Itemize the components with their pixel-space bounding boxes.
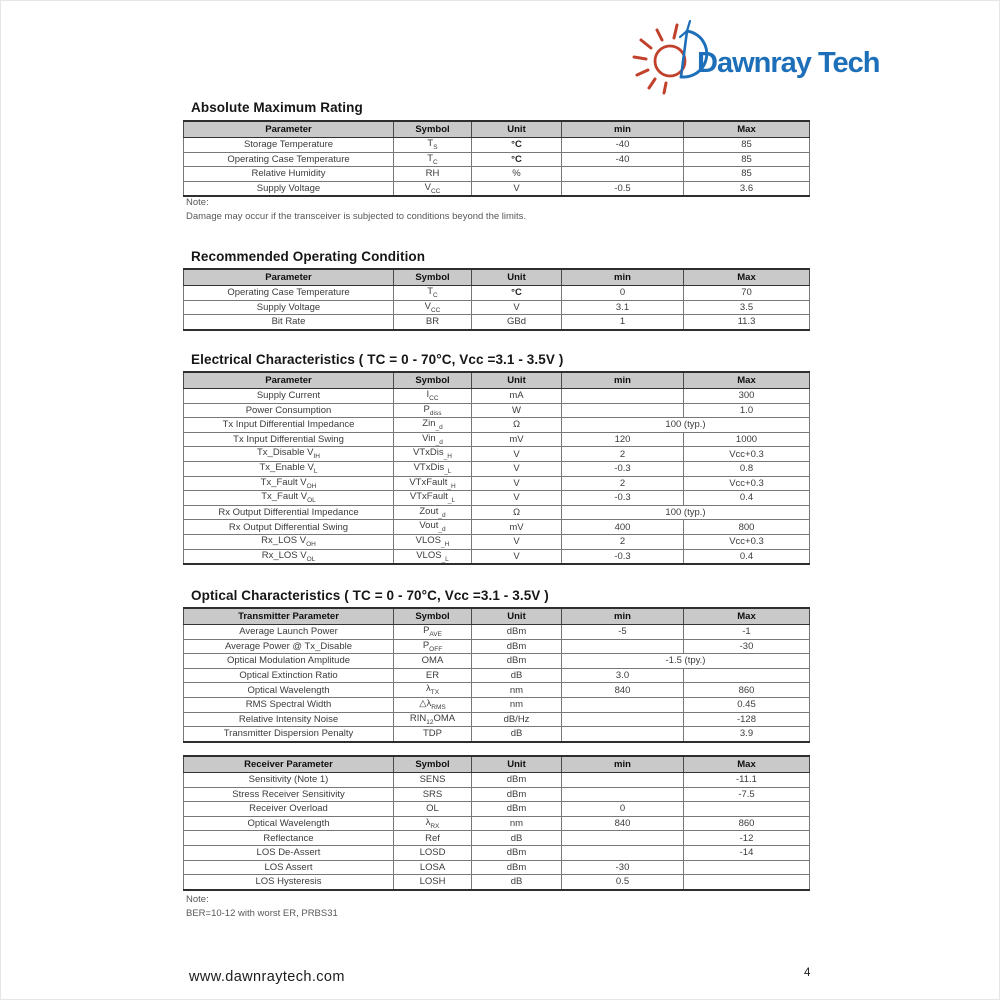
column-header: min bbox=[562, 756, 684, 773]
max-cell: 0.4 bbox=[684, 491, 810, 506]
unit-cell: dB/Hz bbox=[472, 712, 562, 727]
max-cell: -12 bbox=[684, 831, 810, 846]
min-cell: -0.3 bbox=[562, 461, 684, 476]
symbol-cell: LOSA bbox=[394, 860, 472, 875]
table-row bbox=[184, 845, 810, 860]
parameter-cell: Tx_Fault $V_{OL}$ bbox=[184, 491, 394, 506]
table-row bbox=[184, 286, 810, 301]
parameter-cell: Reflectance bbox=[184, 831, 394, 846]
unit-cell: dBm bbox=[472, 845, 562, 860]
max-cell: 3.5 bbox=[684, 300, 810, 315]
unit-cell: °C bbox=[472, 152, 562, 167]
table-row bbox=[184, 167, 810, 182]
symbol-cell: RH bbox=[394, 167, 472, 182]
column-header: Parameter bbox=[184, 121, 394, 138]
table-row bbox=[184, 816, 810, 831]
min-cell: 840 bbox=[562, 683, 684, 698]
min-cell bbox=[562, 831, 684, 846]
min-cell: 2 bbox=[562, 476, 684, 491]
symbol-cell: $\lambda_{TX}$ bbox=[394, 683, 472, 698]
merged-min-max-cell: 100 (typ.) bbox=[562, 505, 810, 520]
max-cell: Vcc+0.3 bbox=[684, 534, 810, 549]
table-row bbox=[184, 476, 810, 491]
column-header: min bbox=[562, 269, 684, 286]
max-cell bbox=[684, 802, 810, 817]
table-row bbox=[184, 668, 810, 683]
note-label: Note: bbox=[186, 894, 209, 905]
unit-cell: Ω bbox=[472, 418, 562, 433]
column-header: Unit bbox=[472, 269, 562, 286]
max-cell: 85 bbox=[684, 152, 810, 167]
parameter-cell: Relative Humidity bbox=[184, 167, 394, 182]
symbol-cell: $V_{CC}$ bbox=[394, 181, 472, 196]
table-row bbox=[184, 860, 810, 875]
min-cell bbox=[562, 787, 684, 802]
max-cell: -1 bbox=[684, 625, 810, 640]
column-header: Parameter bbox=[184, 372, 394, 389]
column-header: Max bbox=[684, 269, 810, 286]
max-cell bbox=[684, 860, 810, 875]
symbol-cell: SRS bbox=[394, 787, 472, 802]
unit-cell: dB bbox=[472, 668, 562, 683]
note-text: Damage may occur if the transceiver is subjected to conditions beyond the limits. bbox=[186, 211, 527, 222]
symbol-cell: Zout$_{\_d}$ bbox=[394, 505, 472, 520]
parameter-cell: Average Launch Power bbox=[184, 625, 394, 640]
table-row bbox=[184, 389, 810, 404]
max-cell: 85 bbox=[684, 167, 810, 182]
column-header: Symbol bbox=[394, 608, 472, 625]
parameter-cell: Power Consumption bbox=[184, 403, 394, 418]
symbol-cell: Vin$_{\_d}$ bbox=[394, 432, 472, 447]
merged-min-max-cell: 100 (typ.) bbox=[562, 418, 810, 433]
column-header: Symbol bbox=[394, 269, 472, 286]
symbol-cell: $\triangle\lambda_{RMS}$ bbox=[394, 697, 472, 712]
max-cell: 85 bbox=[684, 138, 810, 153]
symbol-cell: $\lambda_{RX}$ bbox=[394, 816, 472, 831]
parameter-cell: LOS Assert bbox=[184, 860, 394, 875]
table-row bbox=[184, 461, 810, 476]
column-header: Receiver Parameter bbox=[184, 756, 394, 773]
min-cell: 0.5 bbox=[562, 875, 684, 890]
symbol-cell: $VLOS_{\_L}$ bbox=[394, 549, 472, 564]
max-cell: 1.0 bbox=[684, 403, 810, 418]
table-row bbox=[184, 447, 810, 462]
max-cell: 0.8 bbox=[684, 461, 810, 476]
unit-cell: dBm bbox=[472, 860, 562, 875]
section-title-optical-characteristics: Optical Characteristics ( TC = 0 - 70°C, Vcc =3.1 - 3.5V ) bbox=[191, 588, 549, 603]
min-cell: 120 bbox=[562, 432, 684, 447]
unit-cell: V bbox=[472, 300, 562, 315]
unit-cell: dBm bbox=[472, 654, 562, 669]
min-cell: 840 bbox=[562, 816, 684, 831]
table-row bbox=[184, 181, 810, 196]
parameter-cell: Average Power @ Tx_Disable bbox=[184, 639, 394, 654]
recommended-operating-condition-table bbox=[183, 268, 810, 331]
parameter-cell: Relative Intensity Noise bbox=[184, 712, 394, 727]
table-row bbox=[184, 625, 810, 640]
column-header: min bbox=[562, 608, 684, 625]
min-cell: -30 bbox=[562, 860, 684, 875]
table-row bbox=[184, 787, 810, 802]
max-cell: 860 bbox=[684, 683, 810, 698]
min-cell: -40 bbox=[562, 152, 684, 167]
note-text: BER=10-12 with worst ER, PRBS31 bbox=[186, 908, 338, 919]
optical-transmitter-table bbox=[183, 607, 810, 743]
symbol-cell: TDP bbox=[394, 727, 472, 742]
parameter-cell: Supply Current bbox=[184, 389, 394, 404]
merged-min-max-cell: -1.5 (tpy.) bbox=[562, 654, 810, 669]
max-cell bbox=[684, 875, 810, 890]
min-cell bbox=[562, 773, 684, 788]
max-cell: Vcc+0.3 bbox=[684, 447, 810, 462]
min-cell bbox=[562, 845, 684, 860]
optical-receiver-table bbox=[183, 755, 810, 891]
parameter-cell: Operating Case Temperature bbox=[184, 152, 394, 167]
max-cell: 300 bbox=[684, 389, 810, 404]
unit-cell: dBm bbox=[472, 802, 562, 817]
symbol-cell: $VLOS_{\_H}$ bbox=[394, 534, 472, 549]
min-cell bbox=[562, 403, 684, 418]
max-cell: -128 bbox=[684, 712, 810, 727]
max-cell: Vcc+0.3 bbox=[684, 476, 810, 491]
symbol-cell: VTxFault$_{\_H}$ bbox=[394, 476, 472, 491]
symbol-cell: LOSH bbox=[394, 875, 472, 890]
note-label: Note: bbox=[186, 197, 209, 208]
header-row bbox=[184, 121, 810, 138]
table-row bbox=[184, 875, 810, 890]
table-row bbox=[184, 300, 810, 315]
symbol-cell: Ref bbox=[394, 831, 472, 846]
parameter-cell: Receiver Overload bbox=[184, 802, 394, 817]
unit-cell: nm bbox=[472, 683, 562, 698]
unit-cell: dB bbox=[472, 831, 562, 846]
min-cell: 400 bbox=[562, 520, 684, 535]
parameter-cell: Rx_LOS $V_{OL}$ bbox=[184, 549, 394, 564]
min-cell: 2 bbox=[562, 534, 684, 549]
table-row bbox=[184, 712, 810, 727]
parameter-cell: Tx Input Differential Swing bbox=[184, 432, 394, 447]
parameter-cell: Rx Output Differential Swing bbox=[184, 520, 394, 535]
parameter-cell: LOS De-Assert bbox=[184, 845, 394, 860]
max-cell: 1000 bbox=[684, 432, 810, 447]
max-cell: 0.4 bbox=[684, 549, 810, 564]
table-row bbox=[184, 520, 810, 535]
unit-cell: % bbox=[472, 167, 562, 182]
min-cell: 1 bbox=[562, 315, 684, 330]
table-row bbox=[184, 534, 810, 549]
symbol-cell: Zin$_{\_d}$ bbox=[394, 418, 472, 433]
min-cell: -0.3 bbox=[562, 549, 684, 564]
min-cell: -40 bbox=[562, 138, 684, 153]
parameter-cell: Supply Voltage bbox=[184, 181, 394, 196]
header-row bbox=[184, 269, 810, 286]
symbol-cell: OL bbox=[394, 802, 472, 817]
max-cell: 11.3 bbox=[684, 315, 810, 330]
symbol-cell: $I_{CC}$ bbox=[394, 389, 472, 404]
parameter-cell: Rx_LOS $V_{OH}$ bbox=[184, 534, 394, 549]
parameter-cell: Tx_Fault $V_{OH}$ bbox=[184, 476, 394, 491]
table-row bbox=[184, 802, 810, 817]
unit-cell: mV bbox=[472, 432, 562, 447]
min-cell: -5 bbox=[562, 625, 684, 640]
table-row bbox=[184, 727, 810, 742]
header-row bbox=[184, 608, 810, 625]
unit-cell: V bbox=[472, 181, 562, 196]
min-cell: 3.1 bbox=[562, 300, 684, 315]
column-header: Symbol bbox=[394, 756, 472, 773]
table-row bbox=[184, 491, 810, 506]
min-cell: -0.5 bbox=[562, 181, 684, 196]
parameter-cell: Bit Rate bbox=[184, 315, 394, 330]
column-header: Unit bbox=[472, 608, 562, 625]
column-header: Max bbox=[684, 756, 810, 773]
sun-icon bbox=[634, 25, 685, 93]
absolute-maximum-rating-table bbox=[183, 120, 810, 197]
parameter-cell: Storage Temperature bbox=[184, 138, 394, 153]
column-header: Parameter bbox=[184, 269, 394, 286]
min-cell bbox=[562, 639, 684, 654]
symbol-cell: $P_{diss}$ bbox=[394, 403, 472, 418]
max-cell: 0.45 bbox=[684, 697, 810, 712]
column-header: Symbol bbox=[394, 121, 472, 138]
parameter-cell: Optical Wavelength bbox=[184, 683, 394, 698]
column-header: Max bbox=[684, 608, 810, 625]
min-cell: 2 bbox=[562, 447, 684, 462]
table-row bbox=[184, 831, 810, 846]
unit-cell: dBm bbox=[472, 773, 562, 788]
table-row bbox=[184, 138, 810, 153]
symbol-cell: BR bbox=[394, 315, 472, 330]
unit-cell: nm bbox=[472, 697, 562, 712]
symbol-cell: VTxDis$_{\_H}$ bbox=[394, 447, 472, 462]
column-header: Unit bbox=[472, 372, 562, 389]
symbol-cell: LOSD bbox=[394, 845, 472, 860]
unit-cell: W bbox=[472, 403, 562, 418]
electrical-characteristics-table bbox=[183, 371, 810, 565]
parameter-cell: Tx_Enable $V_L$ bbox=[184, 461, 394, 476]
unit-cell: V bbox=[472, 534, 562, 549]
unit-cell: mA bbox=[472, 389, 562, 404]
symbol-cell: Vout$_{\_d}$ bbox=[394, 520, 472, 535]
website-url: www.dawnraytech.com bbox=[189, 969, 345, 985]
unit-cell: V bbox=[472, 476, 562, 491]
section-title-recommended-operating-condition: Recommended Operating Condition bbox=[191, 249, 426, 264]
table-row bbox=[184, 639, 810, 654]
symbol-cell: $T_C$ bbox=[394, 286, 472, 301]
unit-cell: dB bbox=[472, 875, 562, 890]
logo bbox=[613, 9, 893, 97]
unit-cell: GBd bbox=[472, 315, 562, 330]
symbol-cell: $P_{OFF}$ bbox=[394, 639, 472, 654]
min-cell bbox=[562, 389, 684, 404]
unit-cell: Ω bbox=[472, 505, 562, 520]
header-row bbox=[184, 372, 810, 389]
column-header: min bbox=[562, 372, 684, 389]
column-header: Unit bbox=[472, 756, 562, 773]
max-cell bbox=[684, 668, 810, 683]
unit-cell: nm bbox=[472, 816, 562, 831]
column-header: min bbox=[562, 121, 684, 138]
max-cell: 3.9 bbox=[684, 727, 810, 742]
parameter-cell: Tx_Disable $V_{IH}$ bbox=[184, 447, 394, 462]
min-cell bbox=[562, 167, 684, 182]
min-cell: 0 bbox=[562, 286, 684, 301]
min-cell: 3.0 bbox=[562, 668, 684, 683]
parameter-cell: Tx Input Differential Impedance bbox=[184, 418, 394, 433]
unit-cell: V bbox=[472, 491, 562, 506]
brand-name: Dawnray Tech bbox=[697, 47, 880, 79]
section-title-electrical-characteristics: Electrical Characteristics ( TC = 0 - 70°C, Vcc =3.1 - 3.5V ) bbox=[191, 352, 564, 367]
parameter-cell: Supply Voltage bbox=[184, 300, 394, 315]
max-cell: 3.6 bbox=[684, 181, 810, 196]
parameter-cell: Optical Extinction Ratio bbox=[184, 668, 394, 683]
parameter-cell: Rx Output Differential Impedance bbox=[184, 505, 394, 520]
table-row bbox=[184, 152, 810, 167]
max-cell: 860 bbox=[684, 816, 810, 831]
table-row bbox=[184, 315, 810, 330]
unit-cell: dBm bbox=[472, 787, 562, 802]
parameter-cell: Transmitter Dispersion Penalty bbox=[184, 727, 394, 742]
symbol-cell: VTxDis$_{\_L}$ bbox=[394, 461, 472, 476]
symbol-cell: OMA bbox=[394, 654, 472, 669]
max-cell: -14 bbox=[684, 845, 810, 860]
symbol-cell: SENS bbox=[394, 773, 472, 788]
min-cell: -0.3 bbox=[562, 491, 684, 506]
max-cell: -30 bbox=[684, 639, 810, 654]
symbol-cell: $V_{CC}$ bbox=[394, 300, 472, 315]
unit-cell: dBm bbox=[472, 639, 562, 654]
unit-cell: V bbox=[472, 461, 562, 476]
max-cell: -11.1 bbox=[684, 773, 810, 788]
symbol-cell: $RIN_{12}OMA$ bbox=[394, 712, 472, 727]
table-row bbox=[184, 773, 810, 788]
table-row bbox=[184, 418, 810, 433]
table-row bbox=[184, 505, 810, 520]
parameter-cell: Sensitivity (Note 1) bbox=[184, 773, 394, 788]
max-cell: 70 bbox=[684, 286, 810, 301]
min-cell bbox=[562, 712, 684, 727]
symbol-cell: $T_C$ bbox=[394, 152, 472, 167]
parameter-cell: Operating Case Temperature bbox=[184, 286, 394, 301]
symbol-cell: VTxFault$_{\_L}$ bbox=[394, 491, 472, 506]
unit-cell: V bbox=[472, 549, 562, 564]
max-cell: -7.5 bbox=[684, 787, 810, 802]
symbol-cell: ER bbox=[394, 668, 472, 683]
unit-cell: dBm bbox=[472, 625, 562, 640]
page-number: 4 bbox=[804, 967, 811, 979]
column-header: Transmitter Parameter bbox=[184, 608, 394, 625]
parameter-cell: RMS Spectral Width bbox=[184, 697, 394, 712]
symbol-cell: $P_{AVE}$ bbox=[394, 625, 472, 640]
table-row bbox=[184, 654, 810, 669]
table-row bbox=[184, 403, 810, 418]
symbol-cell: $T_S$ bbox=[394, 138, 472, 153]
parameter-cell: LOS Hysteresis bbox=[184, 875, 394, 890]
column-header: Unit bbox=[472, 121, 562, 138]
unit-cell: °C bbox=[472, 286, 562, 301]
unit-cell: dB bbox=[472, 727, 562, 742]
table-row bbox=[184, 697, 810, 712]
table-row bbox=[184, 432, 810, 447]
section-title-absolute-maximum-rating: Absolute Maximum Rating bbox=[191, 100, 363, 115]
column-header: Max bbox=[684, 372, 810, 389]
header-row bbox=[184, 756, 810, 773]
column-header: Symbol bbox=[394, 372, 472, 389]
parameter-cell: Optical Modulation Amplitude bbox=[184, 654, 394, 669]
parameter-cell: Optical Wavelength bbox=[184, 816, 394, 831]
parameter-cell: Stress Receiver Sensitivity bbox=[184, 787, 394, 802]
table-row bbox=[184, 683, 810, 698]
min-cell bbox=[562, 727, 684, 742]
unit-cell: V bbox=[472, 447, 562, 462]
min-cell bbox=[562, 697, 684, 712]
min-cell: 0 bbox=[562, 802, 684, 817]
unit-cell: °C bbox=[472, 138, 562, 153]
column-header: Max bbox=[684, 121, 810, 138]
max-cell: 800 bbox=[684, 520, 810, 535]
unit-cell: mV bbox=[472, 520, 562, 535]
table-row bbox=[184, 549, 810, 564]
